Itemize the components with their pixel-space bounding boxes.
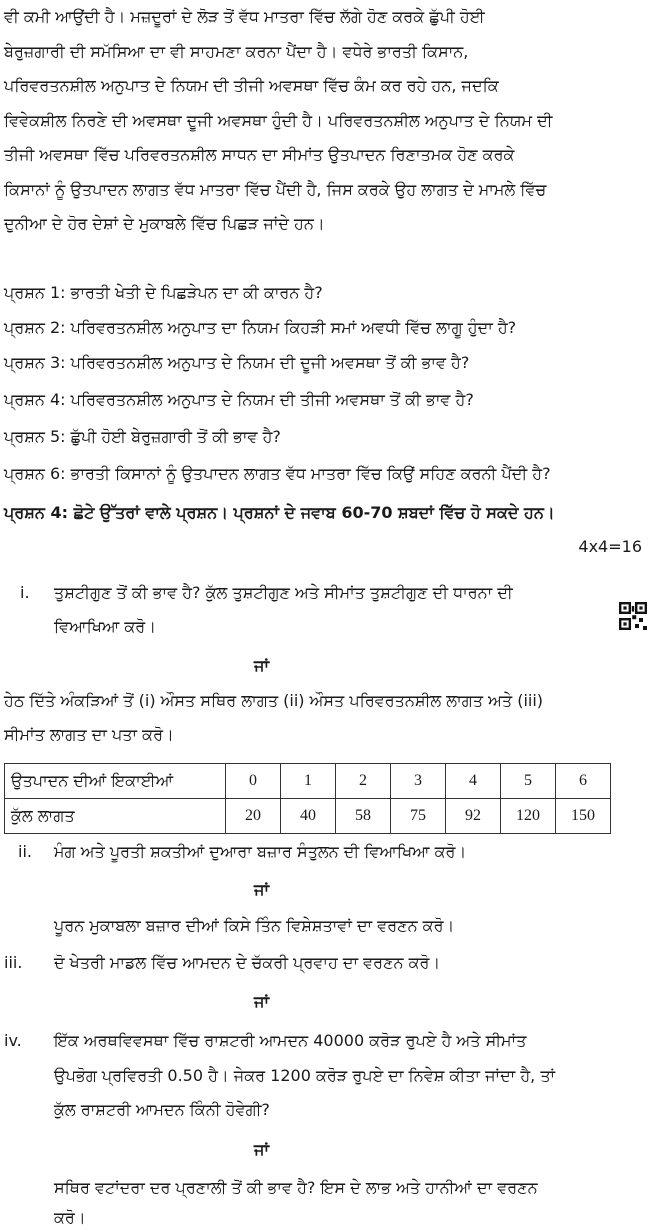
question-1: ਪ੍ਰਸ਼ਨ 1: ਭਾਰਤੀ ਖੇਤੀ ਦੇ ਪਿਛੜੇਪਨ ਦਾ ਕੀ ਕਾਰਨ ਹੈ? [4,283,323,302]
question-iv-number: iv. [4,1031,22,1050]
question-ii-number: ii. [18,842,32,861]
intro-line: ਪਰਿਵਰਤਨਸ਼ੀਲ ਅਨੁਪਾਤ ਦੇ ਨਿਯਮ ਦੀ ਤੀਜੀ ਅਵਸਥਾ ਵਿੱਚ ਕੰਮ ਕਰ ਰਹੇ ਹਨ, ਜਦਕਿ [4,76,499,95]
question-i-number: i. [20,583,30,602]
table-cell: 92 [446,799,501,834]
table-cell: 2 [336,764,391,799]
table-cell: 75 [391,799,446,834]
question-iii-number: iii. [4,953,23,972]
table-cell: 58 [336,799,391,834]
question-iv-alt-line: ਸਥਿਰ ਵਟਾਂਦਰਾ ਦਰ ਪ੍ਰਣਾਲੀ ਤੋਂ ਕੀ ਭਾਵ ਹੈ? ਇਸ ਦੇ ਲਾਭ ਅਤੇ ਹਾਨੀਆਂ ਦਾ ਵਰਣਨ [54,1178,538,1197]
table-cell: 5 [501,764,556,799]
question-iv-line: ਇੱਕ ਅਰਥਵਿਵਸਥਾ ਵਿੱਚ ਰਾਸ਼ਟਰੀ ਆਮਦਨ 40000 ਕਰੋੜ ਰੁਪਏ ਹੈ ਅਤੇ ਸੀਮਾਂਤ [54,1031,527,1050]
table-cell: 150 [556,799,611,834]
question-4: ਪ੍ਰਸ਼ਨ 4: ਪਰਿਵਰਤਨਸ਼ੀਲ ਅਨੁਪਾਤ ਦੇ ਨਿਯਮ ਦੀ ਤੀਜੀ ਅਵਸਥਾ ਤੋਂ ਕੀ ਭਾਵ ਹੈ? [4,390,474,409]
table-cell: 120 [501,799,556,834]
table-row [5,799,611,834]
intro-line: ਕਿਸਾਨਾਂ ਨੂੰ ਉਤਪਾਦਨ ਲਾਗਤ ਵੱਧ ਮਾਤਰਾ ਵਿੱਚ ਪੈਂਦੀ ਹੈ, ਜਿਸ ਕਰਕੇ ਉਹ ਲਾਗਤ ਦੇ ਮਾਮਲੇ ਵਿੱਚ [4,179,547,199]
question-i-alt-line: ਹੇਠ ਦਿੱਤੇ ਅੰਕੜਿਆਂ ਤੋਂ (i) ਔਸਤ ਸਥਿਰ ਲਾਗਤ (ii) ਔਸਤ ਪਰਿਵਰਤਨਸ਼ੀਲ ਲਾਗਤ ਅਤੇ (iii) [4,691,544,710]
or-label: ਜਾਂ [254,992,269,1011]
table-cell: 0 [226,764,281,799]
question-3: ਪ੍ਰਸ਼ਨ 3: ਪਰਿਵਰਤਨਸ਼ੀਲ ਅਨੁਪਾਤ ਦੇ ਨਿਯਮ ਦੀ ਦੂਜੀ ਅਵਸਥਾ ਤੋਂ ਕੀ ਭਾਵ ਹੈ? [4,353,470,372]
or-label: ਜਾਂ [254,880,269,899]
section-heading: ਪ੍ਰਸ਼ਨ 4: ਛੋਟੇ ਉੱਤਰਾਂ ਵਾਲੇ ਪ੍ਰਸ਼ਨ। ਪ੍ਰਸ਼ਨਾਂ ਦੇ ਜਵਾਬ 60-70 ਸ਼ਬਦਾਂ ਵਿੱਚ ਹੋ ਸਕਦੇ ਹਨ। [4,503,555,522]
question-i-line: ਵਿਆਖਿਆ ਕਰੋ। [54,617,156,636]
intro-line: ਵਿਵੇਕਸ਼ੀਲ ਨਿਰਣੇ ਦੀ ਅਵਸਥਾ ਦੂਜੀ ਅਵਸਥਾ ਹੁੰਦੀ ਹੈ। ਪਰਿਵਰਤਨਸ਼ੀਲ ਅਨੁਪਾਤ ਦੇ ਨਿਯਮ ਦੀ [4,110,553,130]
question-ii-alt: ਪੂਰਨ ਮੁਕਾਬਲਾ ਬਜ਼ਾਰ ਦੀਆਂ ਕਿਸੇ ਤਿੰਨ ਵਿਸ਼ੇਸ਼ਤਾਵਾਂ ਦਾ ਵਰਣਨ ਕਰੋ। [54,916,455,935]
question-iv-line: ਉਪਭੋਗ ਪ੍ਰਵਿਰਤੀ 0.50 ਹੈ। ਜੇਕਰ 1200 ਕਰੋੜ ਰੁਪਏ ਦਾ ਨਿਵੇਸ਼ ਕੀਤਾ ਜਾਂਦਾ ਹੈ, ਤਾਂ [54,1066,556,1085]
qr-code-icon [619,602,647,630]
question-6: ਪ੍ਰਸ਼ਨ 6: ਭਾਰਤੀ ਕਿਸਾਨਾਂ ਨੂੰ ਉਤਪਾਦਨ ਲਾਗਤ ਵੱਧ ਮਾਤਰਾ ਵਿੱਚ ਕਿਉਂ ਸਹਿਣ ਕਰਨੀ ਪੈਂਦੀ ਹੈ? [4,464,551,483]
question-5: ਪ੍ਰਸ਼ਨ 5: ਛੁੱਪੀ ਹੋਈ ਬੇਰੁਜ਼ਗਾਰੀ ਤੋਂ ਕੀ ਭਾਵ ਹੈ? [4,427,281,446]
intro-line: ਦੁਨੀਆ ਦੇ ਹੋਰ ਦੇਸ਼ਾਂ ਦੇ ਮੁਕਾਬਲੇ ਵਿੱਚ ਪਿਛੜ ਜਾਂਦੇ ਹਨ। [4,214,325,233]
question-i-alt-line: ਸੀਮਾਂਤ ਲਾਗਤ ਦਾ ਪਤਾ ਕਰੋ। [4,725,174,744]
table-cell: ਉਤਪਾਦਨ ਦੀਆਂ ਇਕਾਈਆਂ [5,764,226,799]
cost-table [4,763,611,834]
question-iv-alt-line: ਕਰੋ। [54,1208,86,1227]
table-cell: ਕੁੱਲ ਲਾਗਤ [5,799,226,834]
intro-line: ਵੀ ਕਮੀ ਆਉਂਦੀ ਹੈ। ਮਜ਼ਦੂਰਾਂ ਦੇ ਲੋੜ ਤੋਂ ਵੱਧ ਮਾਤਰਾ ਵਿੱਚ ਲੱਗੇ ਹੋਣ ਕਰਕੇ ਛੁੱਪੀ ਹੋਈ [4,7,485,26]
table-row [5,764,611,799]
or-label: ਜਾਂ [254,1140,269,1159]
question-iv-line: ਕੁੱਲ ਰਾਸ਼ਟਰੀ ਆਮਦਨ ਕਿੰਨੀ ਹੋਵੇਗੀ? [54,1100,270,1119]
intro-paragraph [4,0,654,242]
intro-line: ਬੇਰੁਜ਼ਗਾਰੀ ਦੀ ਸਮੱਸਿਆ ਦਾ ਵੀ ਸਾਹਮਣਾ ਕਰਨਾ ਪੈਂਦਾ ਹੈ। ਵਧੇਰੇ ਭਾਰਤੀ ਕਿਸਾਨ, [4,41,469,61]
question-2: ਪ੍ਰਸ਼ਨ 2: ਪਰਿਵਰਤਨਸ਼ੀਲ ਅਨੁਪਾਤ ਦਾ ਨਿਯਮ ਕਿਹੜੀ ਸਮਾਂ ਅਵਧੀ ਵਿੱਚ ਲਾਗੂ ਹੁੰਦਾ ਹੈ? [4,318,517,337]
table-cell: 1 [281,764,336,799]
or-label: ਜਾਂ [254,656,269,675]
table-cell: 40 [281,799,336,834]
marks-label: 4x4=16 [578,537,642,556]
table-cell: 3 [391,764,446,799]
table-cell: 20 [226,799,281,834]
table-cell: 6 [556,764,611,799]
question-iii-text: ਦੋ ਖੇਤਰੀ ਮਾਡਲ ਵਿੱਚ ਆਮਦਨ ਦੇ ਚੱਕਰੀ ਪ੍ਰਵਾਹ ਦਾ ਵਰਣਨ ਕਰੋ। [54,953,441,972]
question-i-line: ਤੁਸ਼ਟੀਗੁਣ ਤੋਂ ਕੀ ਭਾਵ ਹੈ? ਕੁੱਲ ਤੁਸ਼ਟੀਗੁਣ ਅਤੇ ਸੀਮਾਂਤ ਤੁਸ਼ਟੀਗੁਣ ਦੀ ਧਾਰਨਾ ਦੀ [54,583,513,602]
table-cell: 4 [446,764,501,799]
intro-line: ਤੀਜੀ ਅਵਸਥਾ ਵਿੱਚ ਪਰਿਵਰਤਨਸ਼ੀਲ ਸਾਧਨ ਦਾ ਸੀਮਾਂਤ ਉਤਪਾਦਨ ਰਿਣਾਤਮਕ ਹੋਣ ਕਰਕੇ [4,145,515,164]
question-ii-text: ਮੰਗ ਅਤੇ ਪੂਰਤੀ ਸ਼ਕਤੀਆਂ ਦੁਆਰਾ ਬਜ਼ਾਰ ਸੰਤੁਲਨ ਦੀ ਵਿਆਖਿਆ ਕਰੋ। [54,842,467,861]
